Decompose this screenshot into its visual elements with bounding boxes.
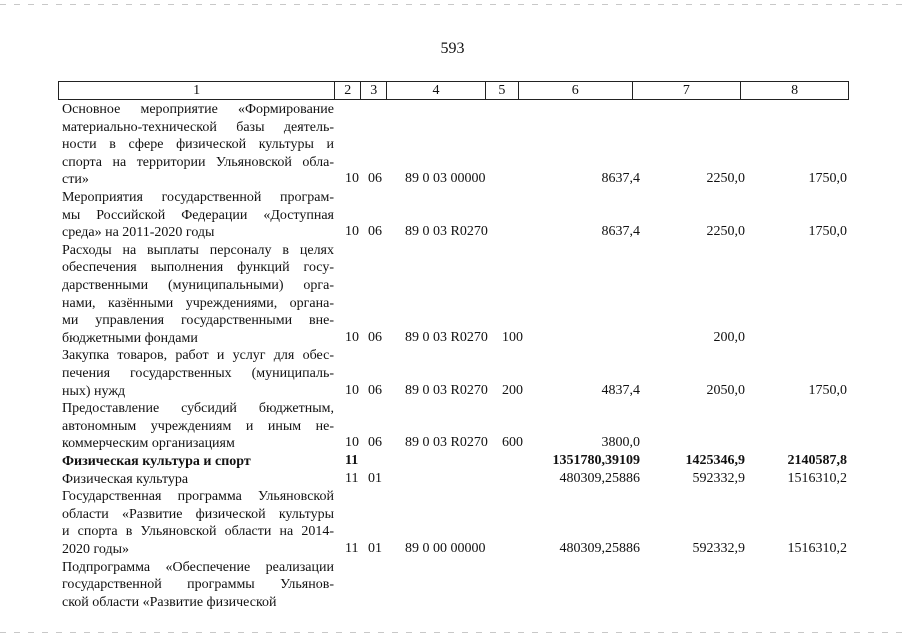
description-line: Подпрограмма «Обеспечение реализации — [62, 559, 334, 575]
cell-col-7: 2050,0 — [706, 382, 745, 398]
description-line: спорта на территории Ульяновской обла- — [62, 154, 334, 170]
description-line: печения государственных (муниципаль- — [62, 365, 334, 381]
cell-col-6: 4837,4 — [601, 382, 640, 398]
description-line: Основное мероприятие «Формирование — [62, 102, 334, 117]
cell-col-5: 600 — [502, 435, 523, 451]
table-row — [0, 559, 905, 612]
description-line: Предоставление субсидий бюджетным, — [62, 401, 334, 417]
table-row — [0, 347, 905, 400]
table-row — [0, 189, 905, 242]
row-description — [62, 189, 334, 242]
cell-col-6: 1351780,39109 — [552, 453, 640, 468]
row-description — [62, 488, 334, 558]
cell-col-6: 8637,4 — [601, 224, 640, 240]
cell-col-8: 1516310,2 — [787, 470, 847, 486]
cell-col-6: 480309,25886 — [559, 470, 640, 486]
cell-col-3: 06 — [368, 171, 382, 187]
cell-col-5: 100 — [502, 329, 523, 345]
scan-artifact-bottom — [0, 632, 905, 633]
cell-col-8: 1750,0 — [808, 224, 847, 240]
cell-col-7: 592332,9 — [692, 470, 745, 486]
table-row — [0, 400, 905, 453]
description-line: автономным учреждениям и иным не- — [62, 418, 334, 434]
description-line: и спорта в Ульяновской области на 2014- — [62, 524, 334, 540]
description-line: Расходы на выплаты персоналу в целях — [62, 242, 334, 258]
description-line: дарственными (муниципальными) орга- — [62, 277, 334, 293]
cell-col-8: 1750,0 — [808, 382, 847, 398]
cell-col-4: 89 0 03 R0270 — [405, 224, 488, 240]
cell-col-4: 89 0 03 R0270 — [405, 435, 488, 451]
cell-col-8: 1516310,2 — [787, 540, 847, 556]
cell-col-7: 2250,0 — [706, 171, 745, 187]
header-col-8: 8 — [791, 83, 799, 98]
cell-col-2: 10 — [345, 435, 359, 451]
cell-col-2: 11 — [345, 453, 359, 468]
row-description — [62, 101, 334, 189]
cell-col-7: 200,0 — [713, 329, 745, 345]
description-line: Физическая культура и спорт — [62, 454, 251, 469]
cell-col-3: 01 — [368, 540, 382, 556]
cell-col-4: 89 0 00 00000 — [405, 540, 486, 556]
table-row — [0, 453, 905, 471]
cell-col-2: 11 — [345, 470, 359, 486]
description-line: мы Российской Федерации «Доступная — [62, 207, 334, 223]
row-description — [62, 559, 334, 612]
row-description — [62, 347, 334, 400]
cell-col-6: 3800,0 — [601, 435, 640, 451]
description-line: материально-технической базы деятель- — [62, 119, 334, 135]
cell-col-7: 2250,0 — [706, 224, 745, 240]
cell-col-2: 10 — [345, 171, 359, 187]
description-line: ской области «Развитие физической — [62, 594, 277, 610]
cell-col-5: 200 — [502, 382, 523, 398]
cell-col-2: 10 — [345, 224, 359, 240]
description-line: среда» на 2011-2020 годы — [62, 225, 215, 241]
header-col-2: 2 — [335, 82, 361, 99]
description-line: нами, казёнными учреждениями, органа- — [62, 295, 334, 311]
cell-col-4: 89 0 03 R0270 — [405, 382, 488, 398]
description-line: Государственная программа Ульяновской — [62, 489, 334, 505]
description-line: государственной программы Ульянов- — [62, 577, 334, 593]
cell-col-4: 89 0 03 00000 — [405, 171, 486, 187]
table-header-row — [58, 81, 849, 100]
header-col-3: 3 — [361, 82, 387, 99]
description-line: области «Развитие физической культуры — [62, 506, 334, 522]
header-col-1: 1 — [59, 82, 335, 99]
row-description — [62, 453, 334, 471]
description-line: Мероприятия государственной програм- — [62, 190, 334, 205]
row-description — [62, 242, 334, 348]
table-row — [0, 488, 905, 558]
cell-col-2: 10 — [345, 382, 359, 398]
header-col-4: 4 — [387, 82, 486, 99]
cell-col-6: 480309,25886 — [559, 540, 640, 556]
page-number: 593 — [440, 40, 465, 57]
cell-col-3: 06 — [368, 224, 382, 240]
header-col-6: 6 — [519, 82, 633, 99]
table-row — [0, 471, 905, 489]
cell-col-7: 592332,9 — [692, 540, 745, 556]
description-line: Закупка товаров, работ и услуг для обес- — [62, 348, 334, 364]
row-description — [62, 471, 334, 489]
cell-col-8: 2140587,8 — [787, 453, 847, 468]
scan-artifact-top — [0, 4, 905, 5]
row-description — [62, 400, 334, 453]
cell-col-7: 1425346,9 — [685, 453, 745, 468]
description-line: ных) нужд — [62, 383, 126, 399]
cell-col-2: 11 — [345, 540, 359, 556]
cell-col-3: 06 — [368, 329, 382, 345]
description-line: обеспечения выполнения функций госу- — [62, 260, 334, 276]
cell-col-4: 89 0 03 R0270 — [405, 329, 488, 345]
table-row — [0, 242, 905, 348]
description-line: ми управления государственными вне- — [62, 313, 334, 329]
description-line: ности в сфере физической культуры и — [62, 137, 334, 153]
description-line: сти» — [62, 172, 89, 188]
cell-col-3: 06 — [368, 435, 382, 451]
header-col-7: 7 — [633, 82, 742, 99]
description-line: Физическая культура — [62, 471, 189, 487]
table-row — [0, 101, 905, 189]
description-line: бюджетными фондами — [62, 330, 198, 346]
cell-col-2: 10 — [345, 329, 359, 345]
cell-col-6: 8637,4 — [601, 171, 640, 187]
description-line: коммерческим организациям — [62, 436, 235, 452]
header-col-5: 5 — [486, 82, 519, 99]
cell-col-3: 01 — [368, 470, 382, 486]
cell-col-3: 06 — [368, 382, 382, 398]
cell-col-8: 1750,0 — [808, 171, 847, 187]
description-line: 2020 годы» — [62, 541, 130, 557]
